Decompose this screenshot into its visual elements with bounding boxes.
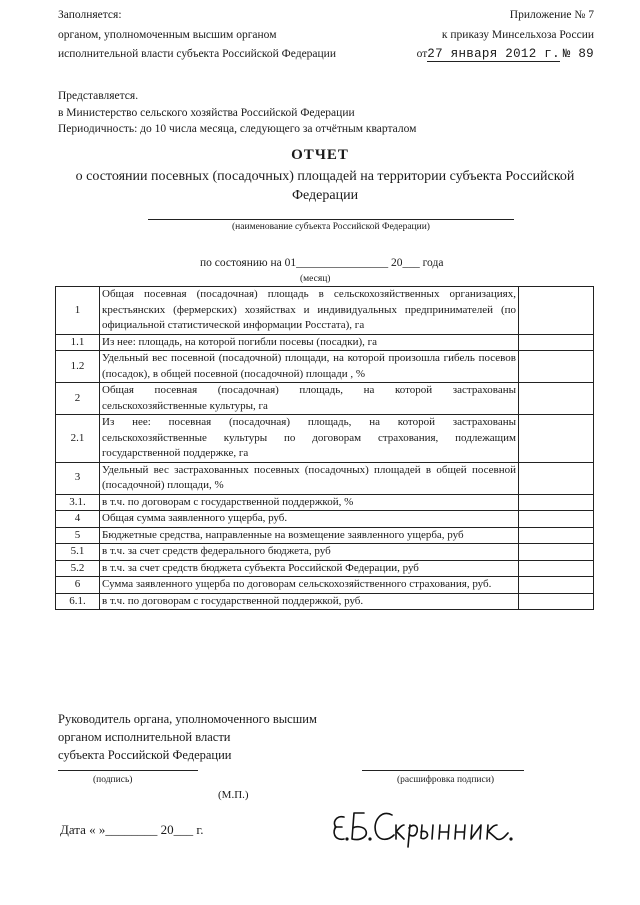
row-value-cell[interactable] <box>519 462 594 494</box>
table-row <box>56 527 594 544</box>
row-number: 6 <box>56 577 100 594</box>
row-value-cell[interactable] <box>519 560 594 577</box>
subject-name-line <box>148 219 514 220</box>
row-value-cell[interactable] <box>519 287 594 335</box>
row-indicator: в т.ч. за счет средств федерального бюджета, руб <box>100 544 519 561</box>
handwritten-signature <box>330 803 560 856</box>
submission-line: Представляется. <box>58 90 139 102</box>
table-row <box>56 383 594 415</box>
table-row <box>56 560 594 577</box>
row-indicator: в т.ч. по договорам с государственной поддержкой, руб. <box>100 593 519 610</box>
row-value-cell[interactable] <box>519 511 594 528</box>
decoding-line <box>362 770 524 771</box>
signature-line <box>58 770 198 771</box>
stamp-placeholder: (М.П.) <box>218 789 249 801</box>
row-number: 6.1. <box>56 593 100 610</box>
table-row <box>56 415 594 463</box>
order-date: 27 января 2012 г. <box>427 47 560 61</box>
row-number: 2 <box>56 383 100 415</box>
row-indicator: Из нее: посевная (посадочная) площадь, на которой застрахованы сельскохозяйственные культуры по договорам страхования, подлежащим государственной поддержке, га <box>100 415 519 463</box>
order-number: № 89 <box>562 47 594 61</box>
row-indicator: Общая сумма заявленного ущерба, руб. <box>100 511 519 528</box>
row-indicator: Удельный вес застрахованных посевных (посадочных) площадей в общей посевной (посадочной) площади, % <box>100 462 519 494</box>
submission-line: Периодичность: до 10 числа месяца, следующего за отчётным кварталом <box>58 123 417 135</box>
report-table <box>55 286 594 610</box>
row-indicator: Сумма заявленного ущерба по договорам сельскохозяйственного страхования, руб. <box>100 577 519 594</box>
order-from: от <box>416 48 428 60</box>
row-number: 4 <box>56 511 100 528</box>
header-left-line: органом, уполномоченным высшим органом <box>58 28 277 41</box>
row-value-cell[interactable] <box>519 527 594 544</box>
row-number: 1.1 <box>56 334 100 351</box>
as-of-date: по состоянию на 01________________ 20___ года <box>200 257 444 269</box>
row-number: 1.2 <box>56 351 100 383</box>
head-line: субъекта Российской Федерации <box>58 748 232 762</box>
row-number: 1 <box>56 287 100 335</box>
row-number: 5.1 <box>56 544 100 561</box>
month-caption: (месяц) <box>300 274 331 284</box>
submission-line: в Министерство сельского хозяйства Российской Федерации <box>58 106 355 119</box>
appendix-number: Приложение № 7 <box>509 9 594 21</box>
table-row <box>56 334 594 351</box>
row-value-cell[interactable] <box>519 577 594 594</box>
row-value-cell[interactable] <box>519 593 594 610</box>
row-value-cell[interactable] <box>519 494 594 511</box>
row-number: 5 <box>56 527 100 544</box>
subject-name-caption: (наименование субъекта Российской Федерации) <box>232 222 430 232</box>
row-number: 3.1. <box>56 494 100 511</box>
submission-info <box>58 88 416 138</box>
row-value-cell[interactable] <box>519 544 594 561</box>
table-row <box>56 511 594 528</box>
row-indicator: в т.ч. за счет средств бюджета субъекта Российской Федерации, руб <box>100 560 519 577</box>
row-number: 3 <box>56 462 100 494</box>
row-indicator: Общая посевная (посадочная) площадь в сельскохозяйственных организациях, крестьянских (фермерских) хозяйствах и индивидуальных предпринимателей (по официальной статистической информации Росстата), га <box>100 287 519 335</box>
table-row <box>56 462 594 494</box>
header-left-line: Заполняется: <box>58 9 122 21</box>
header-left <box>58 6 336 65</box>
head-signature-block <box>58 710 317 764</box>
order-date-line <box>417 45 594 65</box>
row-indicator: Общая посевная (посадочная) площадь, на которой застрахованы сельскохозяйственные культуры, га <box>100 383 519 415</box>
head-line: органом исполнительной власти <box>58 730 231 744</box>
table-row <box>56 577 594 594</box>
decoding-caption: (расшифровка подписи) <box>397 775 494 785</box>
footer-date: Дата « »________ 20___ г. <box>60 822 204 837</box>
report-subtitle: о состоянии посевных (посадочных) площадей на территории субъекта Российской Федерации <box>75 169 575 203</box>
signature-drawing <box>330 803 560 853</box>
header-right <box>417 6 594 65</box>
row-value-cell[interactable] <box>519 351 594 383</box>
header-left-line: исполнительной власти субъекта Российской Федерации <box>58 48 336 60</box>
order-reference: к приказу Минсельхоза России <box>441 28 594 41</box>
table-row <box>56 593 594 610</box>
row-value-cell[interactable] <box>519 383 594 415</box>
table-row <box>56 287 594 335</box>
row-number: 2.1 <box>56 415 100 463</box>
row-number: 5.2 <box>56 560 100 577</box>
row-value-cell[interactable] <box>519 415 594 463</box>
head-line: Руководитель органа, уполномоченного высшим <box>58 712 317 726</box>
row-value-cell[interactable] <box>519 334 594 351</box>
row-indicator: Удельный вес посевной (посадочной) площади, на которой произошла гибель посевов (посадок), в общей посевной (посадочной) площади , % <box>100 351 519 383</box>
table-row <box>56 544 594 561</box>
report-title: ОТЧЕТ <box>291 147 349 163</box>
row-indicator: Бюджетные средства, направленные на возмещение заявленного ущерба, руб <box>100 527 519 544</box>
table-row <box>56 351 594 383</box>
signature-caption: (подпись) <box>93 775 133 785</box>
row-indicator: в т.ч. по договорам с государственной поддержкой, % <box>100 494 519 511</box>
row-indicator: Из нее: площадь, на которой погибли посевы (посадки), га <box>100 334 519 351</box>
table-row <box>56 494 594 511</box>
